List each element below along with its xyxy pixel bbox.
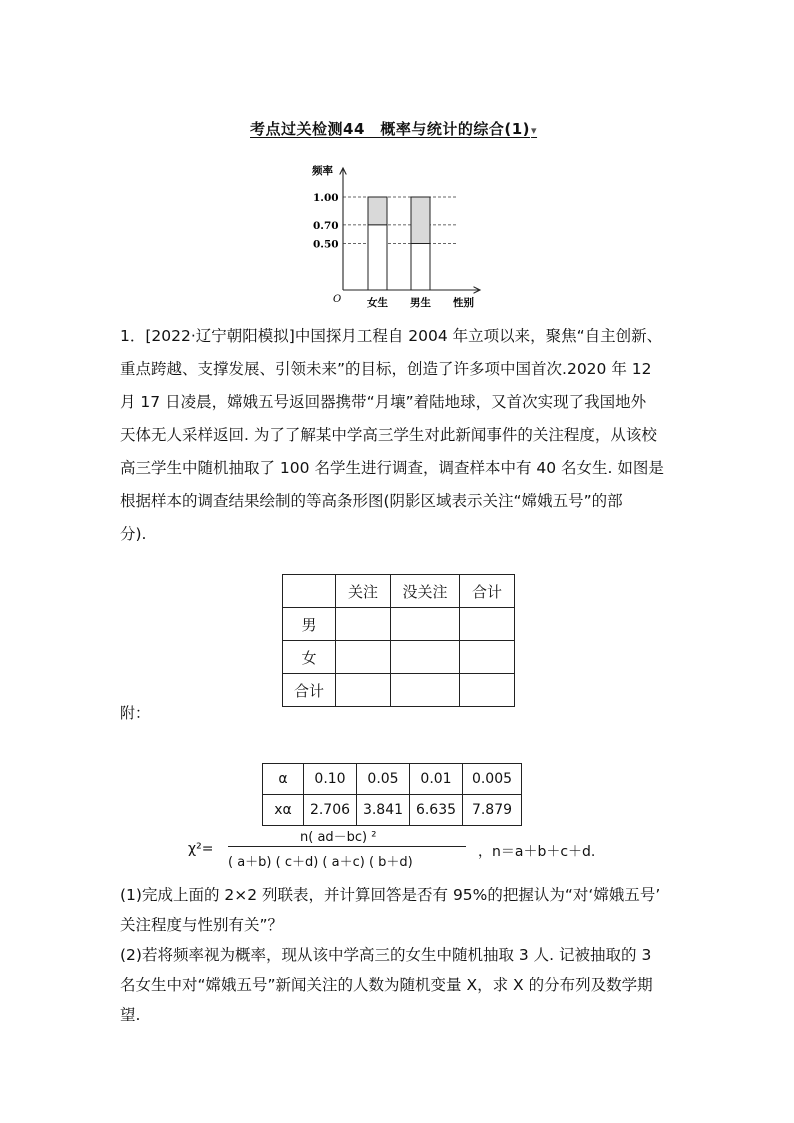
table-cell: [336, 641, 391, 674]
formula-lhs: χ²=: [188, 841, 214, 857]
table-header-cell: 合计: [460, 575, 515, 608]
table-cell: [460, 674, 515, 707]
table-header-cell: 没关注: [391, 575, 460, 608]
critical-value-table: [262, 763, 522, 826]
table-row: [283, 674, 515, 707]
row-label: 男: [283, 608, 336, 641]
page-title: [250, 118, 537, 139]
table-cell: [336, 674, 391, 707]
row-label: 女: [283, 641, 336, 674]
problem-line: 高三学生中随机抽取了 100 名学生进行调查，调查样本中有 40 名女生. 如图是: [120, 459, 664, 477]
table-cell: [460, 608, 515, 641]
problem-line: 月 17 日凌晨，嫦娥五号返回器携带“月壤”着陆地球，又首次实现了我国地外: [120, 393, 647, 411]
formula-numerator: n( ad－bc) ²: [300, 830, 377, 845]
y-tick-label: 1.00: [313, 192, 339, 204]
table-cell: [460, 641, 515, 674]
y-tick-label: 0.50: [313, 238, 339, 251]
table-row: [283, 608, 515, 641]
y-axis-label: 频率: [312, 165, 333, 177]
origin-label: O: [333, 294, 342, 305]
table-cell: [391, 608, 460, 641]
title-text: 考点过关检测44 概率与统计的综合(1): [250, 120, 531, 138]
question-line: 名女生中对“嫦娥五号”新闻关注的人数为随机变量 X，求 X 的分布列及数学期: [120, 976, 653, 994]
table-cell: 0.10: [304, 764, 357, 795]
table-cell: [391, 641, 460, 674]
table-row: [263, 795, 522, 826]
questions: [120, 880, 680, 1030]
problem-line: 重点跨越、支撑发展、引领未来”的目标，创造了许多项中国首次.2020 年 12: [120, 360, 652, 378]
table-cell: [336, 608, 391, 641]
table-cell: [391, 674, 460, 707]
problem-line: 根据样本的调查结果绘制的等高条形图(阴影区域表示关注“嫦娥五号”的部: [120, 492, 623, 510]
problem-line: 1．[2022·辽宁朝阳模拟]中国探月工程自 2004 年立项以来，聚焦“自主创新、: [120, 327, 663, 345]
question-line: (1)完成上面的 2×2 列联表，并计算回答是否有 95%的把握认为“对‘嫦娥五号’: [120, 886, 661, 904]
table-cell: 0.005: [463, 764, 522, 795]
bar-segment-attention: [368, 197, 387, 225]
bar-segment-no-attention: [368, 225, 387, 290]
formula-rest: ，n＝a＋b＋c＋d.: [478, 844, 596, 860]
contingency-table: [282, 574, 515, 707]
question-line: 关注程度与性别有关”？: [120, 916, 284, 934]
bar-segment-no-attention: [411, 244, 430, 291]
table-cell: 2.706: [304, 795, 357, 826]
row-label: 合计: [283, 674, 336, 707]
problem-line: 天体无人采样返回. 为了了解某中学高三学生对此新闻事件的关注程度，从该校: [120, 426, 657, 444]
formula-denominator: ( a＋b) ( c＋d) ( a＋c) ( b＋d): [228, 855, 413, 870]
stacked-bar-chart: [300, 160, 500, 310]
question-line: (2)若将频率视为概率，现从该中学高三的女生中随机抽取 3 人. 记被抽取的 3: [120, 946, 652, 964]
table-cell: α: [263, 764, 304, 795]
table-cell: 6.635: [410, 795, 463, 826]
y-tick-label: 0.70: [313, 219, 339, 232]
problem-line: 分).: [120, 525, 147, 543]
table-row: [283, 575, 515, 608]
dropdown-marker-icon: ▾: [531, 124, 538, 137]
x-axis-label: 性别: [453, 297, 474, 309]
table-row: [263, 764, 522, 795]
table-cell: 0.05: [357, 764, 410, 795]
table-cell: 0.01: [410, 764, 463, 795]
table-header-cell: 关注: [336, 575, 391, 608]
category-label: 女生: [367, 297, 388, 309]
table-cell: xα: [263, 795, 304, 826]
table-cell: [283, 575, 336, 608]
category-label: 男生: [410, 297, 431, 309]
table-cell: 7.879: [463, 795, 522, 826]
fraction-bar: [228, 846, 466, 847]
problem-text: [120, 320, 680, 551]
table-cell: 3.841: [357, 795, 410, 826]
appendix-label: 附：: [120, 704, 151, 722]
table-row: [283, 641, 515, 674]
bar-segment-attention: [411, 197, 430, 244]
question-line: 望.: [120, 1006, 141, 1024]
